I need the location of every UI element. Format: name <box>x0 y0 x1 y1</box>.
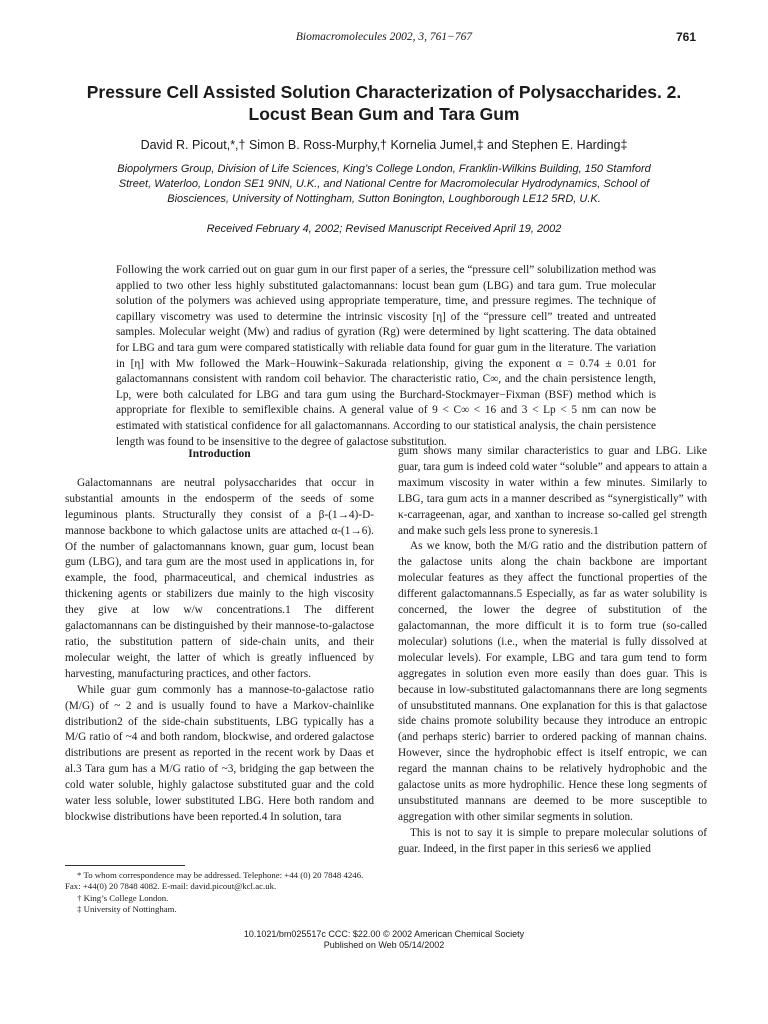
left-column <box>65 444 374 826</box>
body-paragraph: Galactomannans are neutral polysaccharides that occur in substantial amounts in the endosperm of the seeds of some leguminous plants. Structurally they consist of a β-(1→4)-D-mannose backbone to which galactose units are attached α-(1→6). Of the number of galactomannans known, guar gum, locust bean gum (LBG), and tara gum are the most used in applications in, for example, the food, pharmaceutical, and chemical industries as thickening agents or stabilizers due mainly to the high viscosity they give at low w/w concentrations.1 The different galactomannans can be distinguished by their mannose-to-galactose ratio, the substitution pattern of side-chain units, and their molecular weight, the latter of which is greatly influenced by harvesting, manufacturing practices, and other factors. <box>65 476 374 680</box>
journal-citation: Biomacromolecules 2002, 3, 761−767 <box>295 31 473 43</box>
body-paragraph: While guar gum commonly has a mannose-to-galactose ratio (M/G) of ~ 2 and is usually found to have a Markov-chainlike distribution2 of the side-chain substituents, LBG typically has a M/G ratio of ~4 and both random, blockwise, and ordered galactose distributions are present as reported in the recent work by Daas et al.3 Tara gum has a M/G ratio of ~3, bridging the gap between the cold water soluble, highly galactose substituted guar and the cold water less soluble, lower substituted LBG. Here both random and blockwise distributions have been reported.4 In solution, tara <box>65 683 374 823</box>
body-paragraph: This is not to say it is simple to prepare molecular solutions of guar. Indeed, in the first paper in this series6 we applied <box>398 826 707 855</box>
body-paragraph: As we know, both the M/G ratio and the distribution pattern of the galactose units along the chain backbone are important molecular features as they affect the functional properties of the different galactomannans.5 Especially, as far as water solubility is concerned, the lower the degree of substitution of the galactomannan, the more difficult it is to form true (so-called molecular) solutions (i.e., when the material is fully dissolved at molecular levels). For example, LBG and tara gum tend to form aggregates in solution even more easily than does guar. This is because in low-substituted galactomannans there are long segments of unsubstituted mannans. One explanation for this is that galactose side chains promote solubility because they introduce an entropic (and perhaps steric) barrier to ordered packing of mannan chains. However, since the hydrophobic effect is itself entropic, we can regard the mannan chains to be relatively hydrophobic and the galactose units as more hydrophilic. Hence these long segments of unsubstituted mannans are deemed to be more susceptible to aggregation with other similar segments in solution. <box>398 540 707 823</box>
footnotes <box>65 870 374 915</box>
received-dates: Received February 4, 2002; Revised Manuscript Received April 19, 2002 <box>206 223 562 235</box>
footnote-correspondence: * To whom correspondence may be addressed. Telephone: +44 (0) 20 7848 4246. Fax: +44(0) 20 7848 4082. E-mail: david.picout@kcl.ac.uk. <box>65 870 364 892</box>
abstract: Following the work carried out on guar gum in our first paper of a series, the “pressure cell” solubilization method was applied to two other less highly substituted galactomannans: locust bean gum (LBG) and tara gum. True molecular solution of the polymers was achieved using appropriate temperature, time, and pressure regimes. The technique of capillary viscometry was used to determine the intrinsic viscosity [η] of the “pressure cell” treated and untreated samples. Molecular weight (Mw) and radius of gyration (Rg) were determined by light scattering. The data obtained for LBG and tara gum were compared statistically with reliable data found for guar gum in the literature. The variation in [η] with Mw followed the Mark−Houwink−Sakurada relationship, giving the exponent α = 0.74 ± 0.01 for galactomannans consistent with random coil behavior. The characteristic ratio, C∞, and the chain persistence length, Lp, were both calculated for LBG and tara gum using the Burchard-Stockmayer−Fixman (BSF) method which is appropriate for flexible to semiflexible chains. A general value of 9 < C∞ < 16 and 3 < Lp < 5 nm can now be estimated with statistical confidence for all galactomannans. According to our statistical analysis, the chain persistence length was found to be insensitive to the degree of galactose substitution. <box>116 264 656 448</box>
affiliation: Biopolymers Group, Division of Life Sciences, King’s College London, Franklin-Wilkins Building, 150 Stamford Street, Waterloo, London SE1 9NN, U.K., and National Centre for Macromolecular Hydrodynamics, School of Biosciences, University of Nottingham, Sutton Bonington, Loughborough LE12 5RD, U.K. <box>117 163 651 205</box>
doi-copyright-line: 10.1021/bm025517c CCC: $22.00 © 2002 American Chemical Society <box>243 929 525 939</box>
right-column <box>398 444 707 858</box>
published-date: Published on Web 05/14/2002 <box>323 940 445 950</box>
footnote-kings-college: † King’s College London. <box>77 892 169 903</box>
section-heading-introduction: Introduction <box>188 448 251 460</box>
body-paragraph: gum shows many similar characteristics to guar and LBG. Like guar, tara gum is indeed cold water “soluble” and appears to attain a maximum viscosity in water within a few minutes. Similarly to LBG, tara gum acts in a manner described as “synergistically” with κ-carrageenan, agar, and xanthan to increase so-called gel strength and make such gels less prone to syneresis.1 <box>398 445 707 537</box>
page-number: 761 <box>675 30 696 44</box>
footnote-rule <box>65 865 185 866</box>
author-list: David R. Picout,*,† Simon B. Ross-Murphy,† Kornelia Jumel,‡ and Stephen E. Harding‡ <box>140 138 628 152</box>
footnote-nottingham: ‡ University of Nottingham. <box>77 903 177 914</box>
article-title: Pressure Cell Assisted Solution Characterization of Polysaccharides. 2. Locust Bean Gum and Tara Gum <box>86 82 682 124</box>
